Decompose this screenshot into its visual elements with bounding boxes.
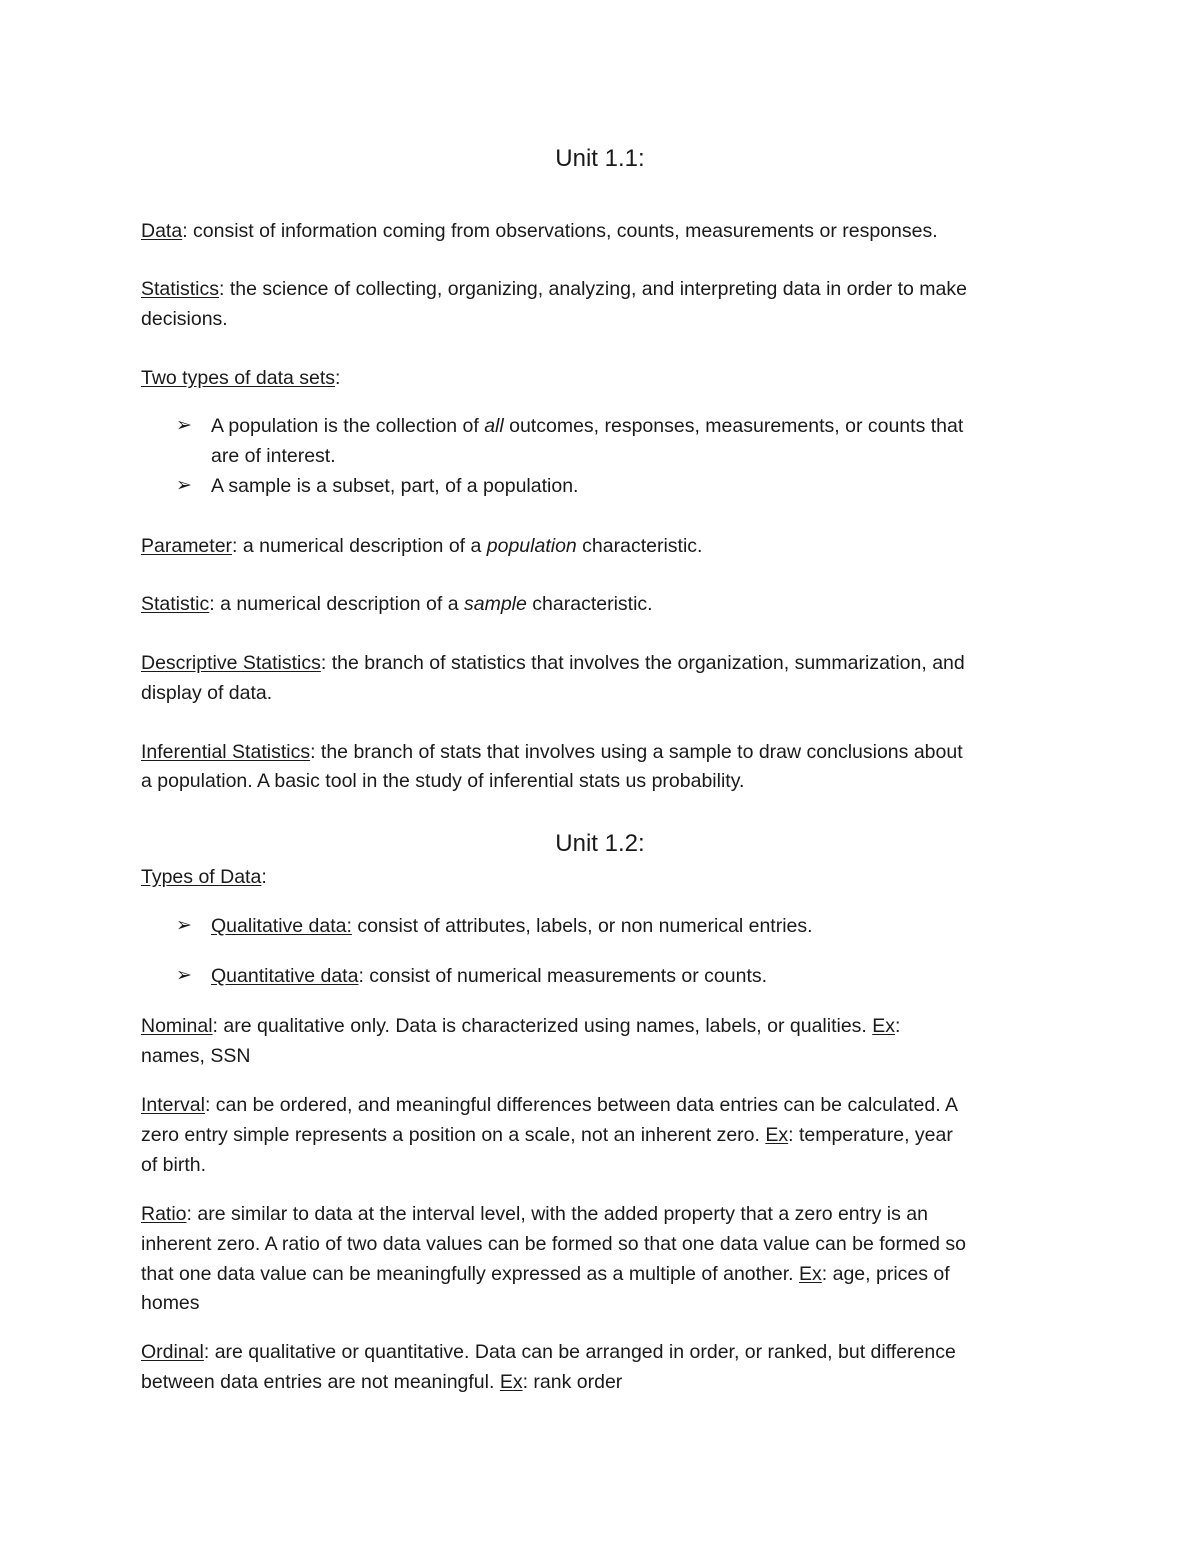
nominal-ex-colon: : (895, 1015, 901, 1037)
ratio-def-line4: homes (141, 1292, 200, 1314)
ex-term: Ex (765, 1124, 789, 1146)
interval-def-2b: : temperature, year (788, 1124, 953, 1146)
data-def-text: : consist of information coming from observations, counts, measurements or responses. (182, 220, 938, 242)
population-bullet-line2: are of interest. (211, 445, 336, 467)
qualitative-bullet-text (211, 911, 813, 941)
nominal-def-line2: names, SSN (141, 1045, 251, 1067)
population-bullet-text (211, 411, 963, 441)
inferential-def-text: : the branch of stats that involves using a sample to draw conclusions about (310, 741, 963, 763)
two-types-term: Two types of data sets (141, 367, 336, 389)
ex-term: Ex (499, 1371, 523, 1393)
ordinal-def: : are qualitative or quantitative. Data can be arranged in order, or ranked, but difference (203, 1341, 956, 1363)
interval-def-2a: zero entry simple represents a position on a scale, not an inherent zero. (141, 1124, 766, 1146)
descriptive-term: Descriptive Statistics (141, 652, 321, 674)
data-term: Data (141, 220, 183, 242)
arrow-bullet-icon: ➢ (176, 415, 192, 436)
two-types-heading (141, 363, 1071, 393)
nominal-def: : are qualitative only. Data is characterized using names, labels, or qualities. (212, 1015, 873, 1037)
statistic-definition (141, 589, 1071, 619)
statistics-def-text: : the science of collecting, organizing, analyzing, and interpreting data in order to make (219, 278, 967, 300)
statistic-italic: sample (464, 593, 527, 615)
ratio-def-3a: that one data value can be meaningfully expressed as a multiple of another. (141, 1263, 800, 1285)
ratio-term: Ratio (141, 1203, 187, 1225)
quantitative-bullet-text (211, 961, 767, 991)
statistic-term: Statistic (141, 593, 210, 615)
ordinal-def-2b: : rank order (522, 1371, 623, 1393)
parameter-definition (141, 531, 1071, 561)
types-term: Types of Data (141, 866, 262, 888)
ratio-def-line3 (141, 1259, 1071, 1289)
ex-term: Ex (872, 1015, 896, 1037)
statistics-definition (141, 274, 1071, 304)
population-italic: all (484, 415, 504, 437)
unit-1-1-heading: Unit 1.1: (555, 145, 645, 172)
parameter-text-a: : a numerical description of a (232, 535, 487, 557)
quantitative-def: : consist of numerical measurements or counts. (358, 965, 768, 987)
ratio-def-line2: inherent zero. A ratio of two data values can be formed so that one data value can be formed so (141, 1233, 966, 1255)
unit-1-2-heading: Unit 1.2: (555, 830, 645, 857)
interval-definition (141, 1090, 1071, 1120)
qualitative-def: consist of attributes, labels, or non numerical entries. (351, 915, 813, 937)
interval-def: : can be ordered, and meaningful differences between data entries can be calculated. A (204, 1094, 959, 1116)
qualitative-term: Qualitative data: (211, 915, 352, 937)
inferential-definition (141, 737, 1071, 767)
population-text-b: outcomes, responses, measurements, or counts that (503, 415, 964, 437)
ratio-def-3b: : age, prices of (821, 1263, 950, 1285)
types-colon: : (261, 866, 267, 888)
parameter-term: Parameter (141, 535, 233, 557)
parameter-italic: population (486, 535, 577, 557)
inferential-term: Inferential Statistics (141, 741, 311, 763)
statistic-text-b: characteristic. (526, 593, 653, 615)
ordinal-def-line2 (141, 1367, 1071, 1397)
ordinal-def-2a: between data entries are not meaningful. (141, 1371, 500, 1393)
statistic-text-a: : a numerical description of a (209, 593, 464, 615)
descriptive-definition (141, 648, 1071, 678)
ordinal-definition (141, 1337, 1071, 1367)
ratio-def: : are similar to data at the interval level, with the added property that a zero entry is an (186, 1203, 928, 1225)
sample-bullet-text: A sample is a subset, part, of a population. (211, 475, 579, 497)
ex-term: Ex (799, 1263, 822, 1285)
two-types-colon: : (335, 367, 341, 389)
types-of-data-heading (141, 862, 1071, 892)
inferential-def-line2: a population. A basic tool in the study of inferential stats us probability. (141, 770, 745, 792)
interval-def-line2 (141, 1120, 1071, 1150)
statistics-def-line2: decisions. (141, 308, 228, 330)
nominal-definition (141, 1011, 1071, 1041)
arrow-bullet-icon: ➢ (176, 475, 192, 496)
quantitative-term: Quantitative data (211, 965, 359, 987)
ordinal-term: Ordinal (141, 1341, 204, 1363)
arrow-bullet-icon: ➢ (176, 965, 192, 986)
arrow-bullet-icon: ➢ (176, 915, 192, 936)
data-definition (141, 216, 1071, 246)
population-text-a: A population is the collection of (211, 415, 485, 437)
nominal-term: Nominal (141, 1015, 213, 1037)
descriptive-def-text: : the branch of statistics that involves the organization, summarization, and (320, 652, 965, 674)
statistics-term: Statistics (141, 278, 220, 300)
descriptive-def-line2: display of data. (141, 682, 273, 704)
interval-def-line3: of birth. (141, 1154, 207, 1176)
ratio-definition (141, 1199, 1071, 1229)
parameter-text-b: characteristic. (576, 535, 703, 557)
interval-term: Interval (141, 1094, 205, 1116)
